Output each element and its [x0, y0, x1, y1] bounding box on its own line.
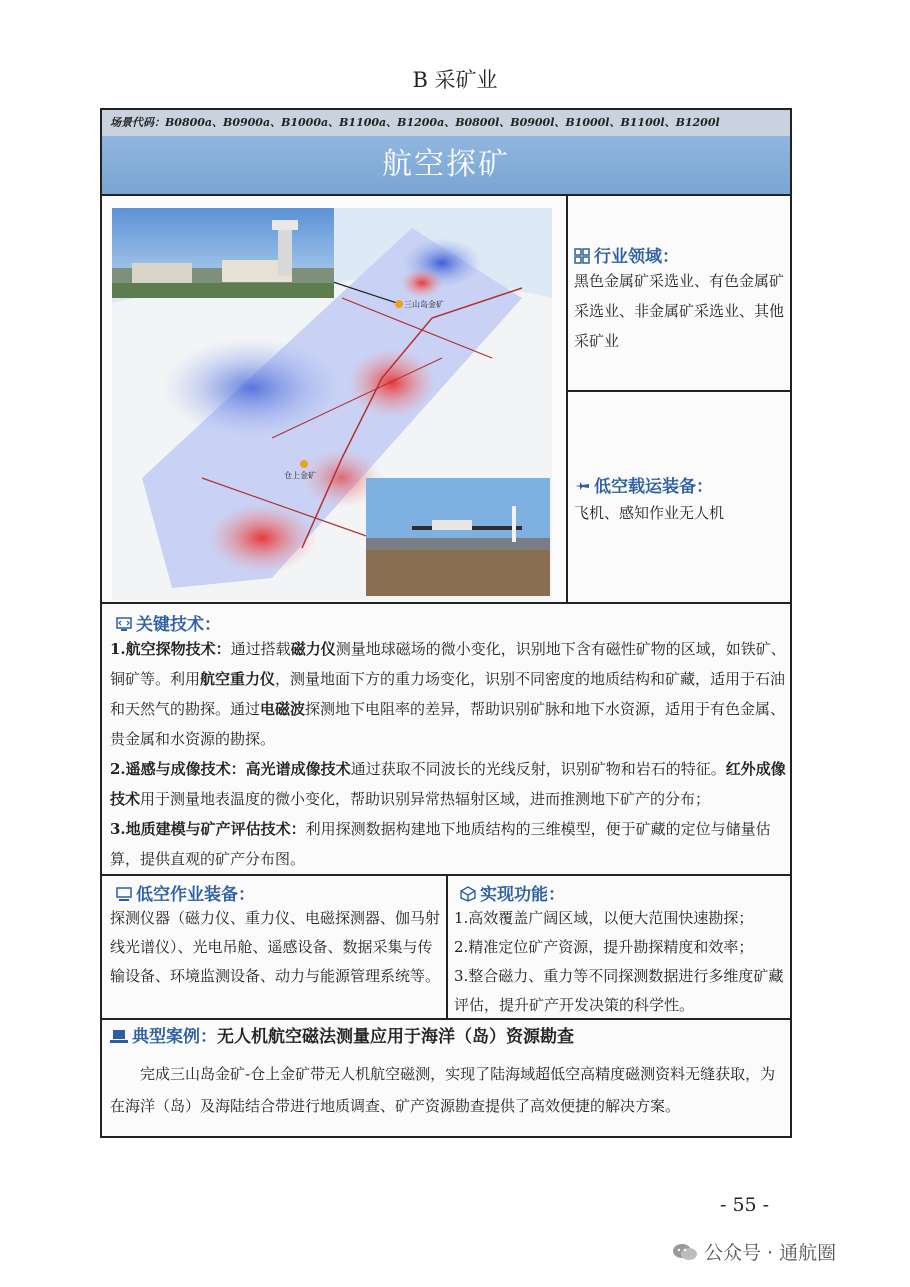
tech3-lead: 3.地质建模与矿产评估技术：	[110, 820, 306, 838]
tech1-text-d: ，测量地面下方的重力场变化，识别不同密度的地质结构和矿藏，适用于石油和天然气的勘探。通过	[110, 670, 786, 718]
carrier-heading	[574, 472, 713, 497]
carrier-heading-text: 低空载运装备：	[594, 477, 713, 497]
key-tech-p2	[110, 754, 788, 814]
code-monitor-icon	[116, 616, 132, 632]
key-tech-p1	[110, 634, 788, 754]
case-label: 典型案例：	[132, 1027, 217, 1047]
aeromagnetic-map	[112, 208, 552, 600]
key-tech-heading	[116, 610, 221, 635]
scene-codes: 场景代码：B0800a、B0900a、B1000a、B1100a、B1200a、B0800l、B0900l、B1000l、B1100l、B1200l	[102, 110, 790, 136]
tech2-hyperspectral: 高光谱成像技术	[245, 760, 351, 778]
case-heading	[110, 1022, 790, 1050]
tech2-text-a: 通过获取不同波长的光线反射，识别矿物和岩石的特征。	[350, 760, 726, 778]
functions-heading	[460, 880, 565, 905]
laptop-user-icon	[110, 1028, 128, 1044]
tech1-text-e: 探测地下电阻率的差异，帮助识别矿脉和地下水资源，适用于有色金属、贵金属和水资源的勘探。	[110, 700, 786, 748]
tech1-gravimeter: 航空重力仪	[200, 670, 276, 688]
function-item-2: 2.精准定位矿产资源，提升勘探精度和效率；	[454, 938, 754, 956]
tech1-text-a: 通过搭载	[230, 640, 291, 658]
divider-vertical-top	[566, 196, 568, 602]
carrier-text: 飞机、感知作业无人机	[574, 504, 725, 522]
key-tech-heading-text: 关键技术：	[136, 615, 221, 635]
function-item-3: 3.整合磁力、重力等不同探测数据进行多维度矿藏评估，提升矿产开发决策的科学性。	[454, 967, 784, 1014]
tech1-em: 电磁波	[260, 700, 306, 718]
equipment-heading-text: 低空作业装备：	[136, 885, 255, 905]
industry-text: 黑色金属矿采选业、有色金属矿采选业、非金属矿采选业、其他采矿业	[574, 272, 785, 350]
divider-industry	[566, 390, 792, 392]
tech1-lead: 1.航空探物技术：	[110, 640, 231, 658]
equipment-heading	[116, 880, 255, 905]
tech2-lead: 2.遥感与成像技术：	[110, 760, 246, 778]
airplane-icon	[574, 478, 590, 494]
functions-heading-text: 实现功能：	[480, 885, 565, 905]
tech3-text-a: 利用探测数据构建地下地质结构的三维模型，便于矿藏的定位与储量估算，提供直观的矿产分布图。	[110, 820, 771, 868]
equipment-text: 探测仪器（磁力仪、重力仪、电磁探测器、伽马射线光谱仪）、光电吊舱、遥感设备、数据采集与传输设备、环境监测设备、动力与能源管理系统等。	[110, 909, 441, 985]
functions-list	[454, 904, 788, 1020]
cube-icon	[460, 886, 476, 902]
page-number: - 55 -	[720, 1194, 770, 1216]
map-label-cangshang: 仓上金矿	[284, 471, 316, 480]
tech2-text-b: 用于测量地表温度的微小变化，帮助识别异常热辐射区域，进而推测地下矿产的分布；	[140, 790, 711, 808]
wechat-icon	[672, 1242, 698, 1262]
case-title: 无人机航空磁法测量应用于海洋（岛）资源勘查	[217, 1027, 574, 1047]
case-text: 完成三山岛金矿-仓上金矿带无人机航空磁测，实现了陆海域超低空高精度磁测资料无缝获取，为在海洋（岛）及海陆结合带进行地质调查、矿产资源勘查提供了高效便捷的解决方案。	[110, 1065, 776, 1115]
industry-heading	[574, 242, 679, 267]
tech1-magnetometer: 磁力仪	[290, 640, 336, 658]
tech1-text-c: 测量地球磁场的微小变化，识别地下含有磁性矿物的区域，如铁矿、铜矿等。利用	[110, 640, 786, 688]
industry-heading-text: 行业领域：	[594, 247, 679, 267]
card-title: 航空探矿	[102, 136, 790, 196]
key-tech-body	[110, 634, 788, 874]
map-label-sanshandao: 三山岛金矿	[404, 300, 444, 309]
function-item-1: 1.高效覆盖广阔区域，以便大范围快速勘探；	[454, 909, 754, 927]
tech2-infrared: 红外成像技术	[110, 760, 786, 808]
key-tech-p3	[110, 814, 788, 874]
divider-tech	[102, 602, 792, 604]
chapter-title: B 采矿业	[412, 68, 498, 92]
watermark-text: 公众号 · 通航圈	[704, 1242, 837, 1264]
divider-vertical-mid	[446, 874, 448, 1018]
scenario-card	[100, 108, 792, 1138]
grid-icon	[574, 248, 590, 264]
monitor-icon	[116, 886, 132, 902]
watermark	[672, 1238, 836, 1265]
